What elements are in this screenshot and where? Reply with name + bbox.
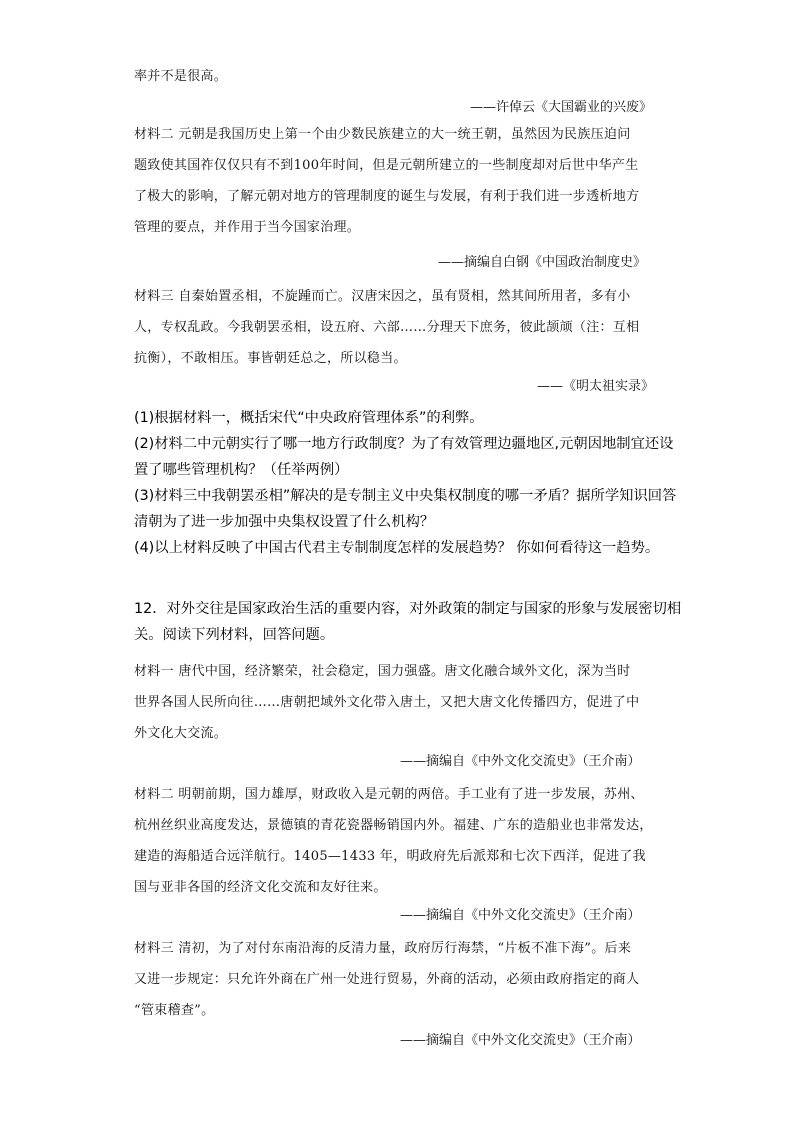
text-line: “管束稽查”。 [134,1003,215,1018]
text-line: 材料二 元朝是我国历史上第一个由少数民族建立的大一统王朝，虽然因为民族压迫问 [134,127,631,142]
text-line: 管理的要点，并作用于当今国家治理。 [134,220,361,235]
text-line: 材料一 唐代中国，经济繁荣，社会稳定，国力强盛。唐文化融合域外文化，深为当时 [134,664,631,679]
source-citation-1: ——许倬云《大国霸业的兴废》 [470,100,653,115]
source-citation-4: ——摘编自《中外文化交流史》（王介南） [400,754,641,769]
text-line: 世界各国人民所向往……唐朝把域外文化带入唐土，又把大唐文化传播四方，促进了中 [134,695,640,710]
question-item: 置了哪些管理机构？（任举两例） [134,462,349,478]
text-line: 题致使其国祚仅仅只有不到100年时间，但是元朝所建立的一些制度却对后世中华产生 [134,158,639,173]
question-item: (4)以上材料反映了中国古代君主专制制度怎样的发展趋势？ 你如何看待这一趋势。 [134,540,660,556]
text-line: 材料二 明朝前期，国力雄厚，财政收入是元朝的两倍。手工业有了进一步发展，苏州、 [134,787,644,802]
material-b2-paragraph [134,779,664,903]
text-line: 外文化大交流。 [134,726,228,741]
question-item: (2)材料二中元朝实行了哪一地方行政制度？为了有效管理边疆地区,元朝因地制宜还设 [134,436,674,452]
text-line: 了极大的影响，了解元朝对地方的管理制度的诞生与发展，有利于我们进一步透析地方 [134,189,640,204]
material-1-tail [134,61,664,92]
text-line: 又进一步规定：只允许外商在广州一处进行贸易，外商的活动，必须由政府指定的商人 [134,972,640,987]
text-line: 抗衡），不敢相压。事皆朝廷总之，所以稳当。 [134,351,407,366]
source-citation-5: ——摘编自《中外文化交流史》（王介南） [400,908,641,923]
question-list [134,405,677,561]
question-line: 12．对外交往是国家政治生活的重要内容，对外政策的制定与国家的形象与发展密切相 [134,601,682,617]
material-b1-paragraph [134,656,664,749]
text-line: 材料三 清初，为了对付东南沿海的反清力量，政府厉行海禁，“片板不准下海”。后来 [134,941,632,956]
question-item: (3)材料三中我朝罢丞相”解决的是专制主义中央集权制度的哪一矛盾？据所学知识回答 [134,488,677,504]
text-line: 杭州丝织业高度发达，景德镇的青花瓷器畅销国内外。福建、广东的造船业也非常发达， [134,818,653,833]
material-2-paragraph [134,119,664,243]
question-12-stem [134,596,682,648]
text-line: 率并不是很高。 [134,69,228,84]
source-citation-3: ——《明太祖实录》 [537,379,655,394]
source-citation-6: ——摘编自《中外文化交流史》（王介南） [400,1033,641,1048]
material-b3-paragraph [134,933,664,1026]
text-line: 建造的海船适合远洋航行。1405—1433 年，明政府先后派郑和七次下西洋，促进了我 [134,849,646,864]
text-line: 国与亚非各国的经济文化交流和友好往来。 [134,880,387,895]
material-3-paragraph [134,281,664,374]
text-line: 材料三 自秦始置丞相，不旋踵而亡。汉唐宋因之，虽有贤相，然其间所用者，多有小 [134,289,631,304]
question-line: 关。阅读下列材料，回答问题。 [134,627,335,643]
question-item: 清朝为了进一步加强中央集权设置了什么机构？ [134,514,435,530]
question-item: (1)根据材料一，概括宋代“中央政府管理体系”的利弊。 [134,410,484,426]
text-line: 人，专权乱政。今我朝罢丞相，设五府、六部……分理天下庶务，彼此颉颃（注：互相 [134,320,640,335]
source-citation-2: ——摘编自白钢《中国政治制度史》 [438,255,647,270]
